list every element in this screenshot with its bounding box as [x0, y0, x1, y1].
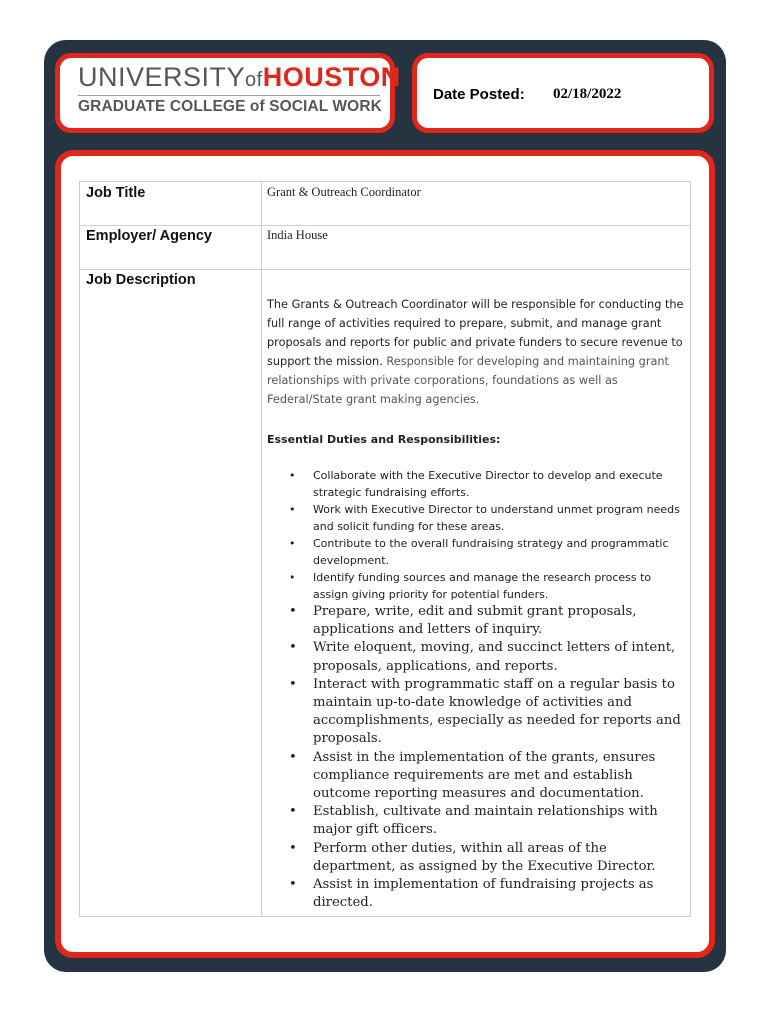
list-item: • Interact with programmatic staff on a regular basis to maintain up-to-date knowledge of activities and accomplishments, especially as needed for reports and proposals.	[267, 676, 687, 749]
list-item: • Assist in implementation of fundraising projects as directed.	[267, 876, 687, 912]
description-secondary: Responsible for developing and maintaining grant relationships with private corporations, foundations as well as Federal/State grant making agencies.	[267, 355, 669, 406]
employer-label: Employer/ Agency	[86, 228, 212, 244]
table-row-divider	[80, 269, 690, 270]
date-posted-value: 02/18/2022	[553, 86, 622, 102]
table-row-divider	[80, 225, 690, 226]
employer-value: India House	[267, 228, 328, 242]
duties-heading: Essential Duties and Responsibilities:	[267, 433, 501, 446]
job-details-table	[79, 181, 691, 917]
list-item: • Assist in the implementation of the grants, ensures compliance requirements are met and establish outcome reporting measures and documentation.	[267, 749, 687, 804]
description-main: The Grants & Outreach Coordinator will be responsible for conducting the full range of activities required to prepare, submit, and manage grant proposals and reports for public and private funders to secure revenue to support the mission.	[267, 298, 684, 368]
list-item: • Prepare, write, edit and submit grant proposals, applications and letters of inquiry.	[267, 603, 687, 639]
list-item: • Perform other duties, within all areas of the department, as assigned by the Executive Director.	[267, 840, 687, 876]
university-logo	[78, 62, 401, 95]
job-title-value: Grant & Outreach Coordinator	[267, 185, 421, 199]
list-item: • Contribute to the overall fundraising strategy and programmatic development.	[267, 535, 687, 569]
list-item: • Collaborate with the Executive Director to develop and execute strategic fundraising efforts.	[267, 467, 687, 501]
job-description-label: Job Description	[86, 272, 196, 288]
job-title-label: Job Title	[86, 185, 146, 201]
logo-university-text: UNIVERSITY	[78, 62, 246, 92]
date-posted-label: Date Posted:	[433, 86, 525, 103]
job-description-text	[267, 295, 687, 409]
logo-divider	[78, 95, 380, 96]
list-item: • Identify funding sources and manage the research process to assign giving priority for potential funders.	[267, 569, 687, 603]
logo-houston-text: HOUSTON	[262, 62, 401, 92]
logo-college-text: GRADUATE COLLEGE of SOCIAL WORK	[78, 98, 382, 115]
list-item: • Write eloquent, moving, and succinct letters of intent, proposals, applications, and reports.	[267, 639, 687, 675]
logo-of-text: of	[245, 69, 263, 91]
table-column-divider	[261, 182, 262, 916]
duties-list	[267, 467, 687, 912]
list-item: • Establish, cultivate and maintain relationships with major gift officers.	[267, 803, 687, 839]
list-item: • Work with Executive Director to understand unmet program needs and solicit funding for these areas.	[267, 501, 687, 535]
